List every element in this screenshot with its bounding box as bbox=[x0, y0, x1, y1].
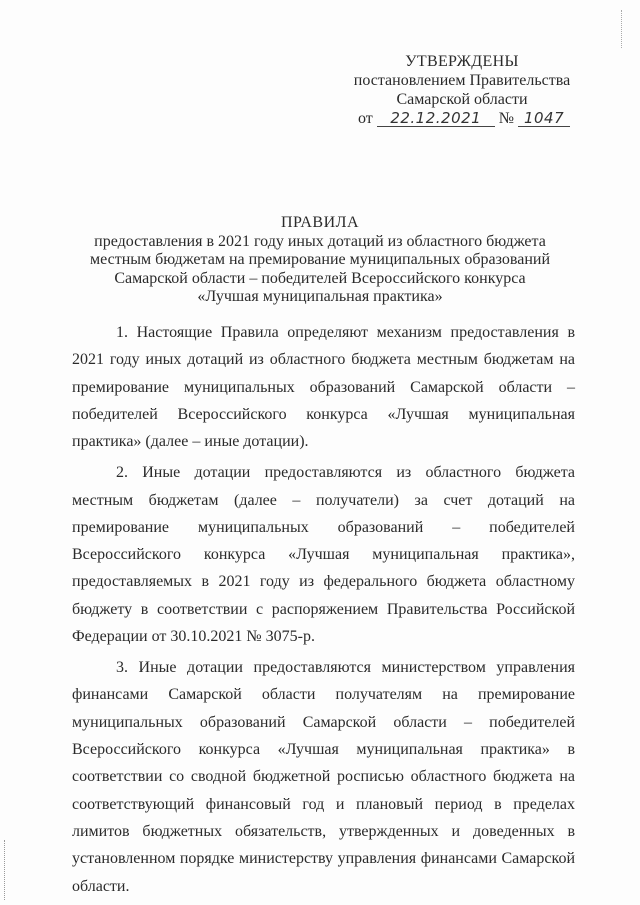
approval-line-2: Самарской области bbox=[396, 91, 528, 108]
scan-artifact-mark bbox=[621, 10, 626, 48]
scan-margin-artifact bbox=[4, 840, 7, 900]
date-prefix: от bbox=[358, 110, 373, 127]
document-body bbox=[72, 319, 575, 904]
title-line-2: местным бюджетам на премирование муниципальных образований bbox=[90, 251, 550, 268]
title-line-3: Самарской области – победителей Всероссийского конкурса bbox=[114, 269, 526, 287]
approval-date-line bbox=[352, 109, 572, 128]
document-title: ПРАВИЛА bbox=[280, 214, 360, 231]
document-title-block bbox=[70, 214, 570, 307]
paragraph-3: 3. Иные дотации предоставляются министерством управления финансами Самарской области получателям на премирование муниципальных образований Самарской области – победителей Всероссийского конкурса «Лучшая муниципальная практика» в соответствии со сводной бюджетной росписью областного бюджета на соответствующий финансовый год и плановый период в пределах лимитов бюджетных обязательств, утвержденных и доведенных в установленном порядке министерству управления финансами Самарской области. bbox=[72, 659, 575, 895]
number-prefix: № bbox=[498, 110, 515, 127]
approval-line-1: постановлением Правительства bbox=[353, 72, 571, 89]
title-line-4: «Лучшая муниципальная практика» bbox=[197, 288, 443, 305]
paragraph-2: 2. Иные дотации предоставляются из областного бюджета местным бюджетам (далее – получатели) за счет дотаций на премирование муниципальных образований – победителей Всероссийского конкурса «Лучшая муниципальная практика», предоставляемых в 2021 году из федерального бюджета областному бюджету в соответствии с распоряжением Правительства Российской Федерации от 30.10.2021 № 3075-р. bbox=[72, 464, 575, 646]
approval-stamp-block bbox=[352, 52, 572, 128]
handwritten-number: 1047 bbox=[518, 110, 570, 127]
handwritten-date: 22.12.2021 bbox=[377, 110, 495, 127]
title-line-1: предоставления в 2021 году иных дотаций из областного бюджета bbox=[94, 232, 546, 250]
paragraph-1: 1. Настоящие Правила определяют механизм предоставления в 2021 году иных дотаций из областного бюджета местным бюджетам на премирование муниципальных образований Самарской области – победителей Всероссийского конкурса «Лучшая муниципальная практика» (далее – иные дотации). bbox=[72, 324, 575, 451]
approval-heading: УТВЕРЖДЕНЫ bbox=[405, 53, 519, 70]
